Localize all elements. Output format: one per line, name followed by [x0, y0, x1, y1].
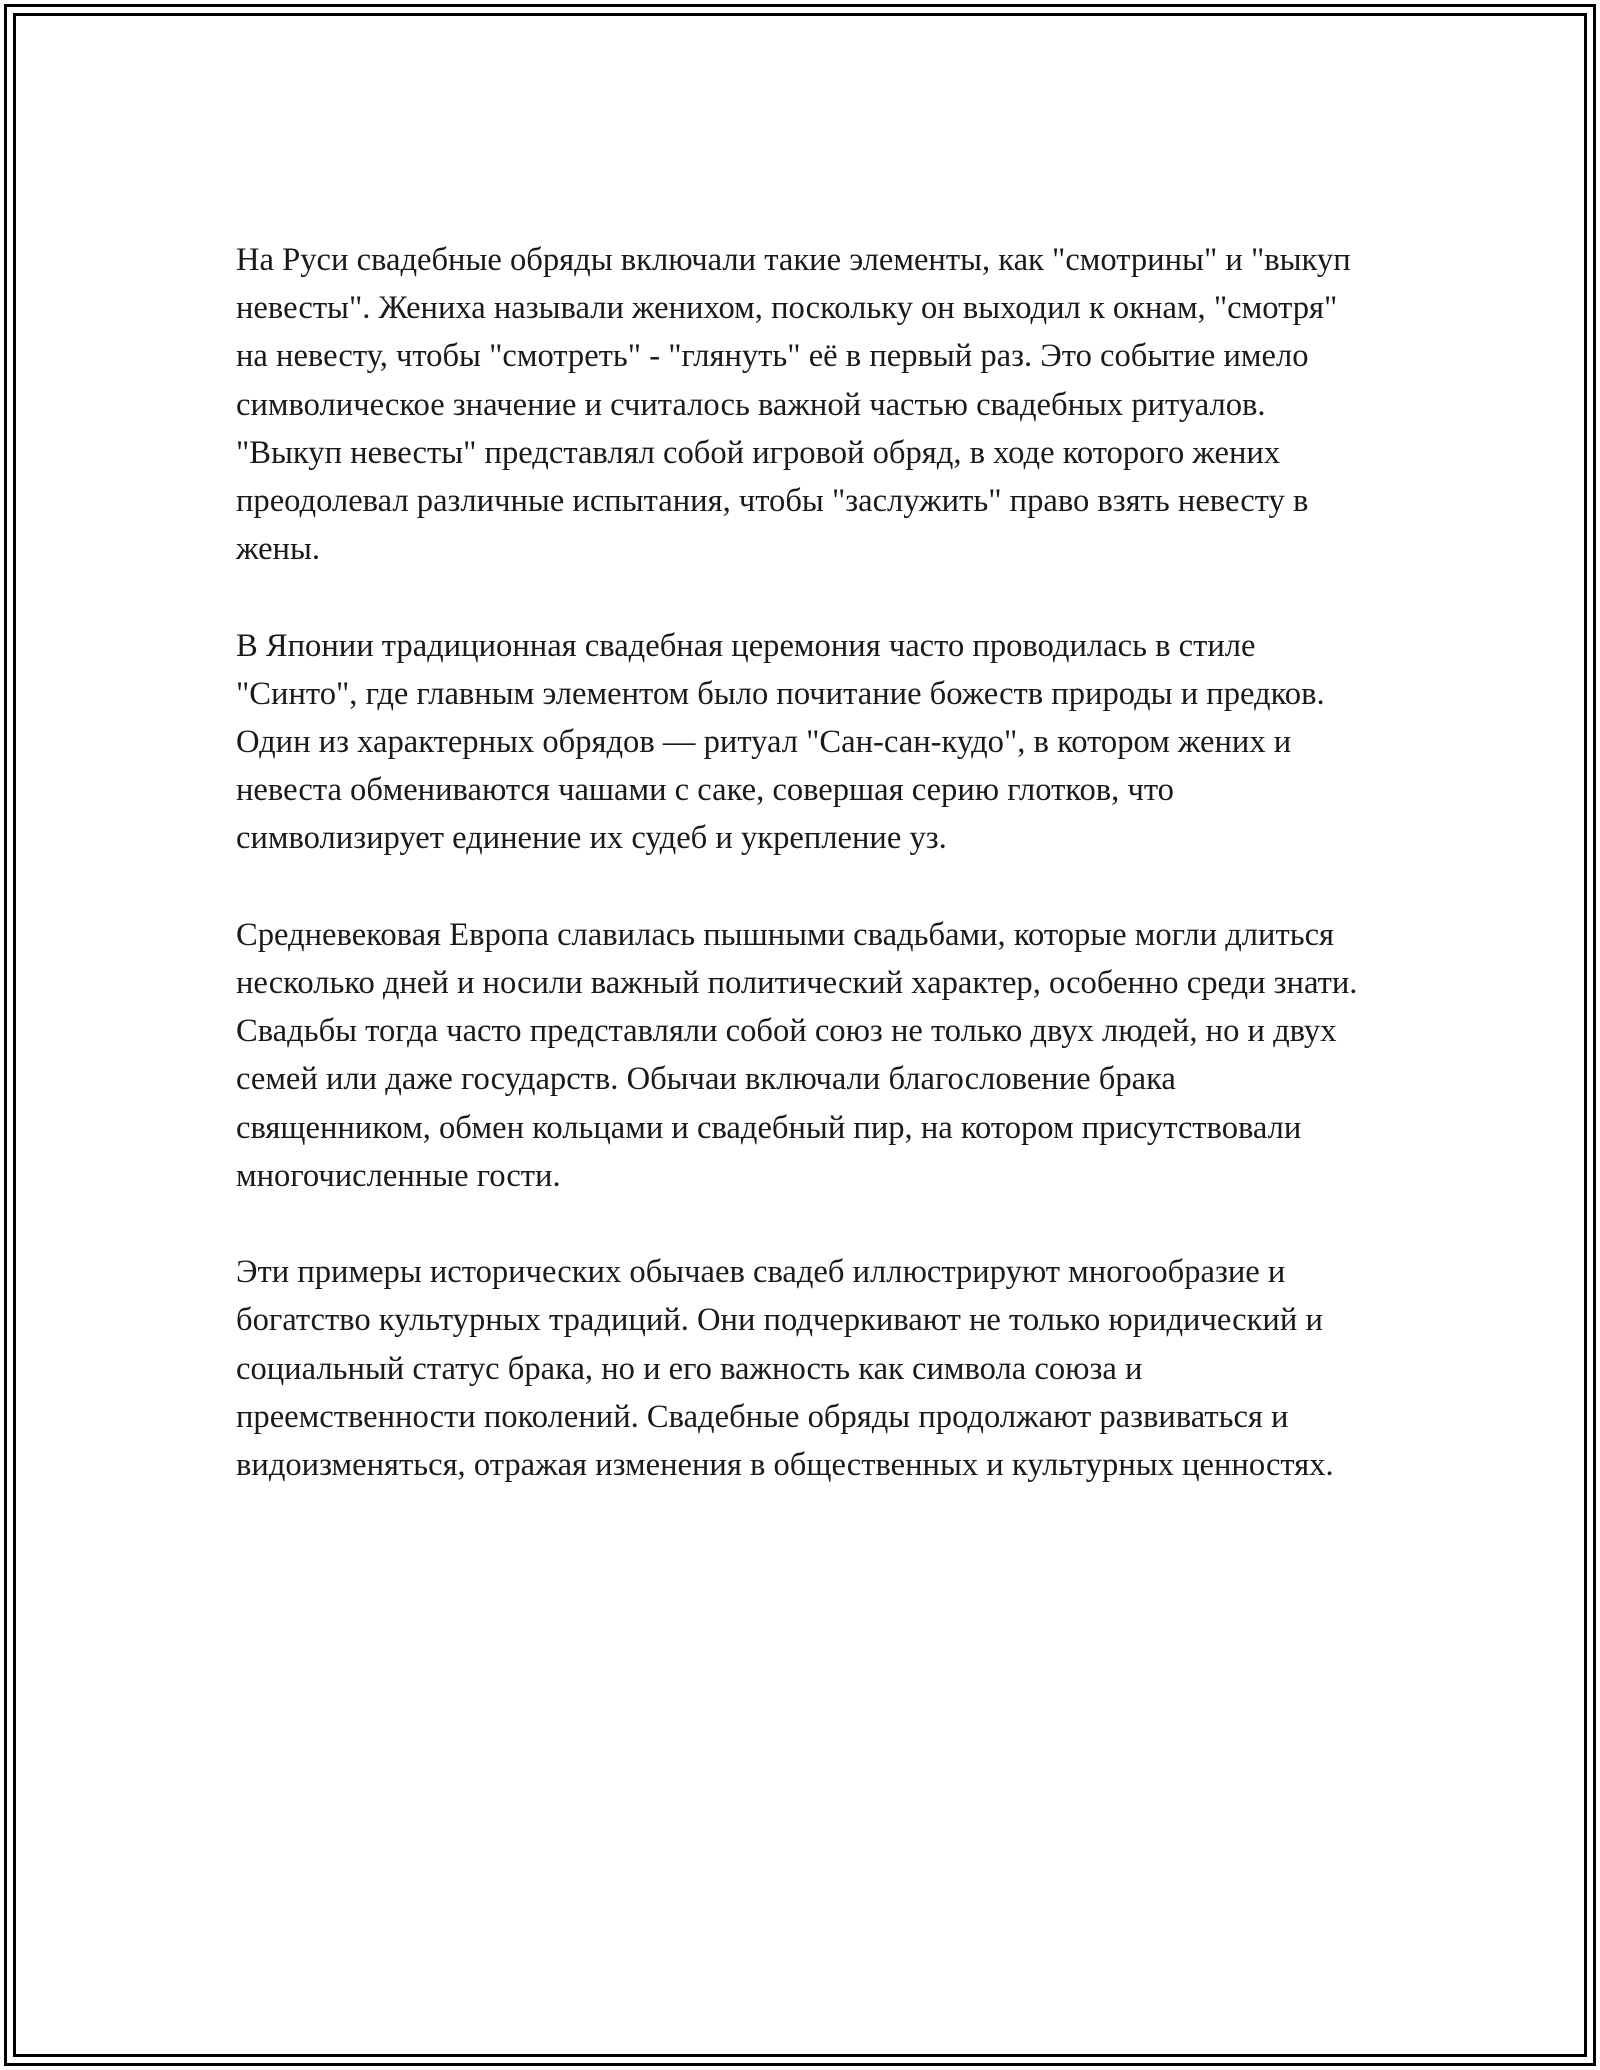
- paragraph-conclusion: Эти примеры исторических обычаев свадеб иллюстрируют многообразие и богатство культурных традиций. Они подчеркивают не только юридический и социальный статус брака, но и его важность как символа союза и преемственности поколений. Свадебные обряды продолжают развиваться и видоизменяться, отражая изменения в общественных и культурных ценностях.: [236, 1254, 1334, 1484]
- document-body: [236, 236, 1376, 1537]
- paragraph-medieval-europe-wedding: Средневековая Европа славилась пышными свадьбами, которые могли длиться несколько дней и носили важный политический характер, особенно среди знати. Свадьбы тогда часто представляли собой союз не только двух людей, но и двух семей или даже государств. Обычаи включали благословение брака священником, обмен кольцами и свадебный пир, на котором присутствовали многочисленные гости.: [236, 916, 1358, 1194]
- paragraph-rus-wedding: На Руси свадебные обряды включали такие элементы, как "смотрины" и "выкуп невесты". Жениха называли женихом, поскольку он выходил к окнам, "смотря" на невесту, чтобы "смотреть" - "глянуть" её в первый раз. Это событие имело символическое значение и считалось важной частью свадебных ритуалов. "Выкуп невесты" представлял собой игровой обряд, в ходе которого жених преодолевал различные испытания, чтобы "заслужить" право взять невесту в жены.: [236, 242, 1351, 568]
- paragraph-japan-wedding: В Японии традиционная свадебная церемония часто проводилась в стиле "Синто", где главным элементом было почитание божеств природы и предков. Один из характерных обрядов — ритуал "Сан-сан-кудо", в котором жених и невеста обмениваются чашами с саке, совершая серию глотков, что символизирует единение их судеб и укрепление уз.: [236, 627, 1325, 857]
